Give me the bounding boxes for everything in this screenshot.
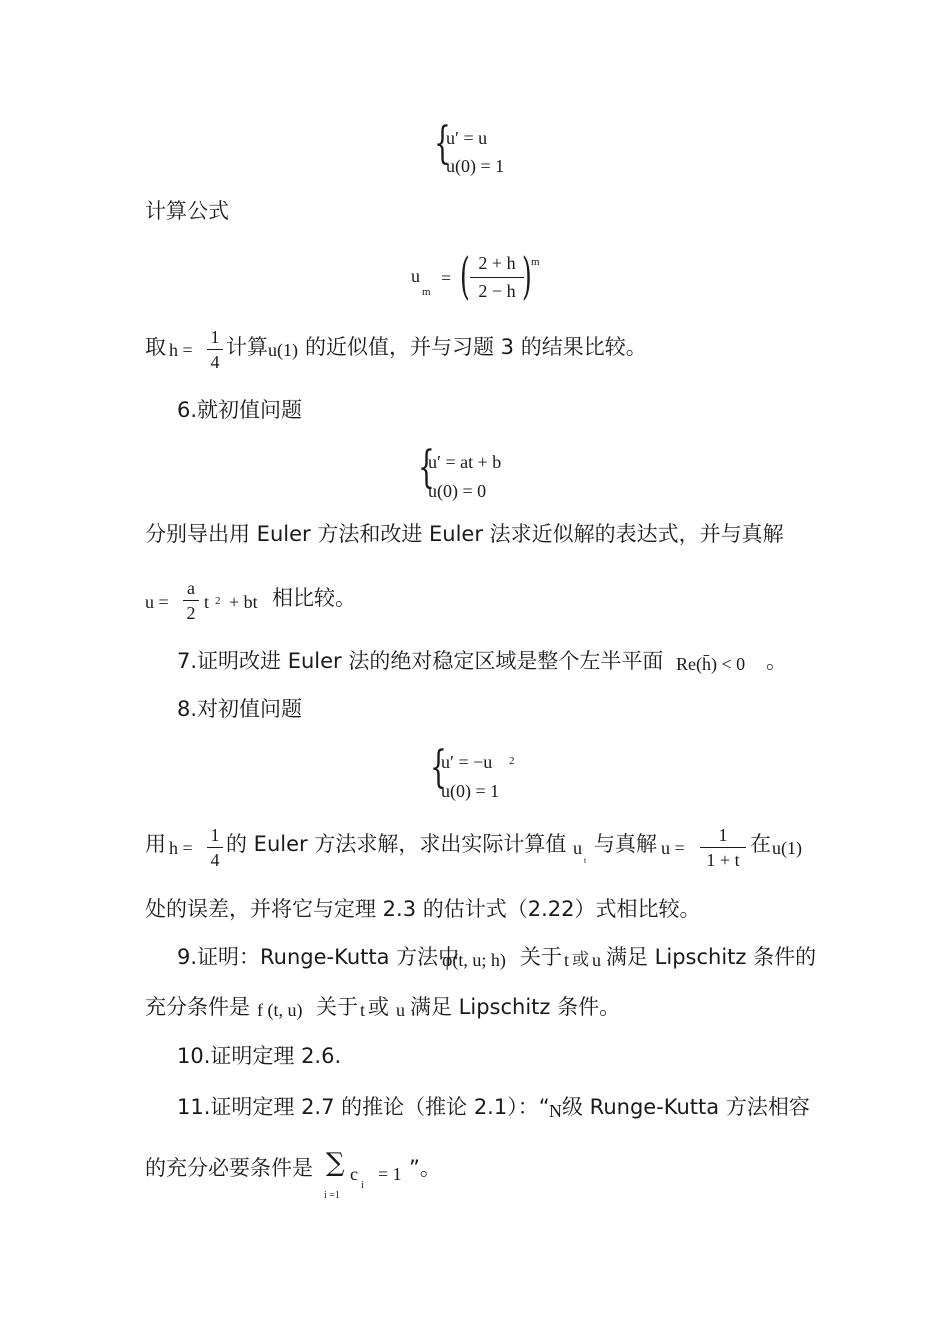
p11-sum: ∑ bbox=[326, 1148, 345, 1178]
p8-mid2: 与真解 bbox=[594, 832, 657, 856]
p8-num2: 1 bbox=[718, 825, 728, 845]
p8-ut-sub: t bbox=[584, 856, 587, 865]
formula1-lhs: u bbox=[411, 266, 420, 286]
sys2-line1: u′ = at + b bbox=[428, 452, 502, 472]
p8-u1: u(1) bbox=[772, 838, 802, 858]
p8-fraction bbox=[207, 825, 223, 870]
p6-sol-num: a bbox=[187, 578, 195, 598]
p6-text: 分别导出用 Euler 方法和改进 Euler 法求近似解的表达式，并与真解 bbox=[145, 522, 784, 546]
formula1-bar bbox=[470, 277, 524, 278]
p6-sol-u: u = bbox=[145, 592, 169, 612]
p8-mid1: 的 Euler 方法求解，求出实际计算值 bbox=[226, 832, 567, 856]
brace-3: { bbox=[430, 742, 447, 793]
p8-num: 1 bbox=[210, 825, 220, 845]
p9-or: 或 bbox=[572, 950, 589, 970]
p9-line2-or: 或 bbox=[368, 995, 389, 1019]
p9-u: u bbox=[592, 950, 601, 970]
sys3-line1-sup: 2 bbox=[509, 755, 515, 767]
p11-eq: = 1 bbox=[378, 1164, 402, 1184]
p8-h: h = bbox=[169, 838, 193, 858]
formula1-exp: m bbox=[531, 256, 540, 268]
take-u1: u(1) bbox=[268, 340, 298, 360]
p9-line2-f: f (t, u) bbox=[257, 1000, 303, 1020]
p8-mid3: 在 bbox=[750, 832, 771, 856]
p9-t: t bbox=[564, 950, 570, 970]
p6-sol-t: t bbox=[204, 592, 210, 612]
p9-mid1: 关于 bbox=[520, 945, 562, 969]
brace-1: { bbox=[434, 118, 451, 169]
p11-N: N bbox=[549, 1101, 562, 1121]
formula-label: 计算公式 bbox=[145, 199, 229, 223]
p9-line2-u: u bbox=[396, 1000, 405, 1020]
p7-math: Re(h̄) < 0 bbox=[676, 654, 746, 674]
take-h: h = bbox=[169, 340, 193, 360]
sys1-line2: u(0) = 1 bbox=[446, 156, 505, 176]
p11-c: c bbox=[350, 1164, 358, 1184]
p11-text: 11.证明定理 2.7 的推论（推论 2.1）：“ bbox=[177, 1095, 550, 1119]
p6-sol-bt: + bt bbox=[229, 592, 258, 612]
take-num: 1 bbox=[210, 327, 220, 347]
formula1-num: 2 + h bbox=[478, 253, 516, 273]
p6-label: 6.就初值问题 bbox=[177, 398, 303, 422]
p8-bar2 bbox=[700, 847, 746, 848]
p8-fraction2 bbox=[700, 825, 746, 870]
take-fraction bbox=[207, 327, 223, 372]
p11-c-sub: i bbox=[361, 1180, 364, 1191]
sys2-line2: u(0) = 0 bbox=[428, 481, 487, 501]
take-post: 的近似值，并与习题 3 的结果比较。 bbox=[305, 335, 647, 359]
formula1-eq: = bbox=[441, 268, 452, 288]
take-den: 4 bbox=[210, 352, 220, 372]
p9-pre: 9.证明：Runge-Kutta 方法中 bbox=[177, 945, 460, 969]
p9-line2-post: 满足 Lipschitz 条件。 bbox=[410, 995, 621, 1019]
brace-2: { bbox=[418, 442, 435, 493]
take-mid: 计算 bbox=[226, 335, 268, 359]
p9-line2-mid: 关于 bbox=[316, 995, 358, 1019]
p6-sol-den: 2 bbox=[186, 603, 196, 623]
take-bar bbox=[207, 349, 223, 350]
p8-ut: u bbox=[573, 838, 582, 858]
p7-post: 。 bbox=[766, 649, 787, 673]
p8-den: 4 bbox=[210, 850, 220, 870]
sys3-line1: u′ = −u bbox=[441, 752, 493, 772]
p8-pre: 用 bbox=[145, 832, 166, 856]
p11-post: 级 Runge-Kutta 方法相容 bbox=[562, 1095, 810, 1119]
p6-sol-post: 相比较。 bbox=[272, 586, 356, 610]
p8-den2: 1 + t bbox=[706, 850, 740, 870]
p8-label: 8.对初值问题 bbox=[177, 697, 303, 721]
take-pre: 取 bbox=[145, 335, 166, 359]
formula1-paren-right: ) bbox=[522, 247, 532, 305]
p8-line2: 处的误差，并将它与定理 2.3 的估计式（2.22）式相比较。 bbox=[145, 897, 701, 921]
p11-line2-post: ”。 bbox=[409, 1156, 441, 1180]
formula1-lhs-sub: m bbox=[422, 286, 431, 298]
p9-post: 满足 Lipschitz 条件的 bbox=[606, 945, 817, 969]
p8-bar bbox=[207, 847, 223, 848]
p9-line2-pre: 充分条件是 bbox=[145, 995, 250, 1019]
formula1-den: 2 − h bbox=[478, 281, 516, 301]
p11-line2-pre: 的充分必要条件是 bbox=[145, 1156, 313, 1180]
p10-text: 10.证明定理 2.6. bbox=[177, 1044, 342, 1068]
p6-sol-tsup: 2 bbox=[215, 595, 221, 607]
p6-sol-bar bbox=[183, 600, 199, 601]
p9-line2-t: t bbox=[360, 1000, 366, 1020]
p6-sol-fraction bbox=[183, 578, 199, 623]
p11-sum-lower: i =1 bbox=[324, 1190, 340, 1201]
p9-phi: φ(t, u; h) bbox=[442, 950, 506, 970]
sys3-line2: u(0) = 1 bbox=[441, 781, 500, 801]
p8-u: u = bbox=[661, 838, 685, 858]
sys1-line1: u′ = u bbox=[446, 128, 488, 148]
formula1-paren-left: ( bbox=[460, 247, 470, 305]
p7-text: 7.证明改进 Euler 法的绝对稳定区域是整个左半平面 bbox=[177, 649, 664, 673]
formula1-fraction bbox=[470, 252, 524, 302]
